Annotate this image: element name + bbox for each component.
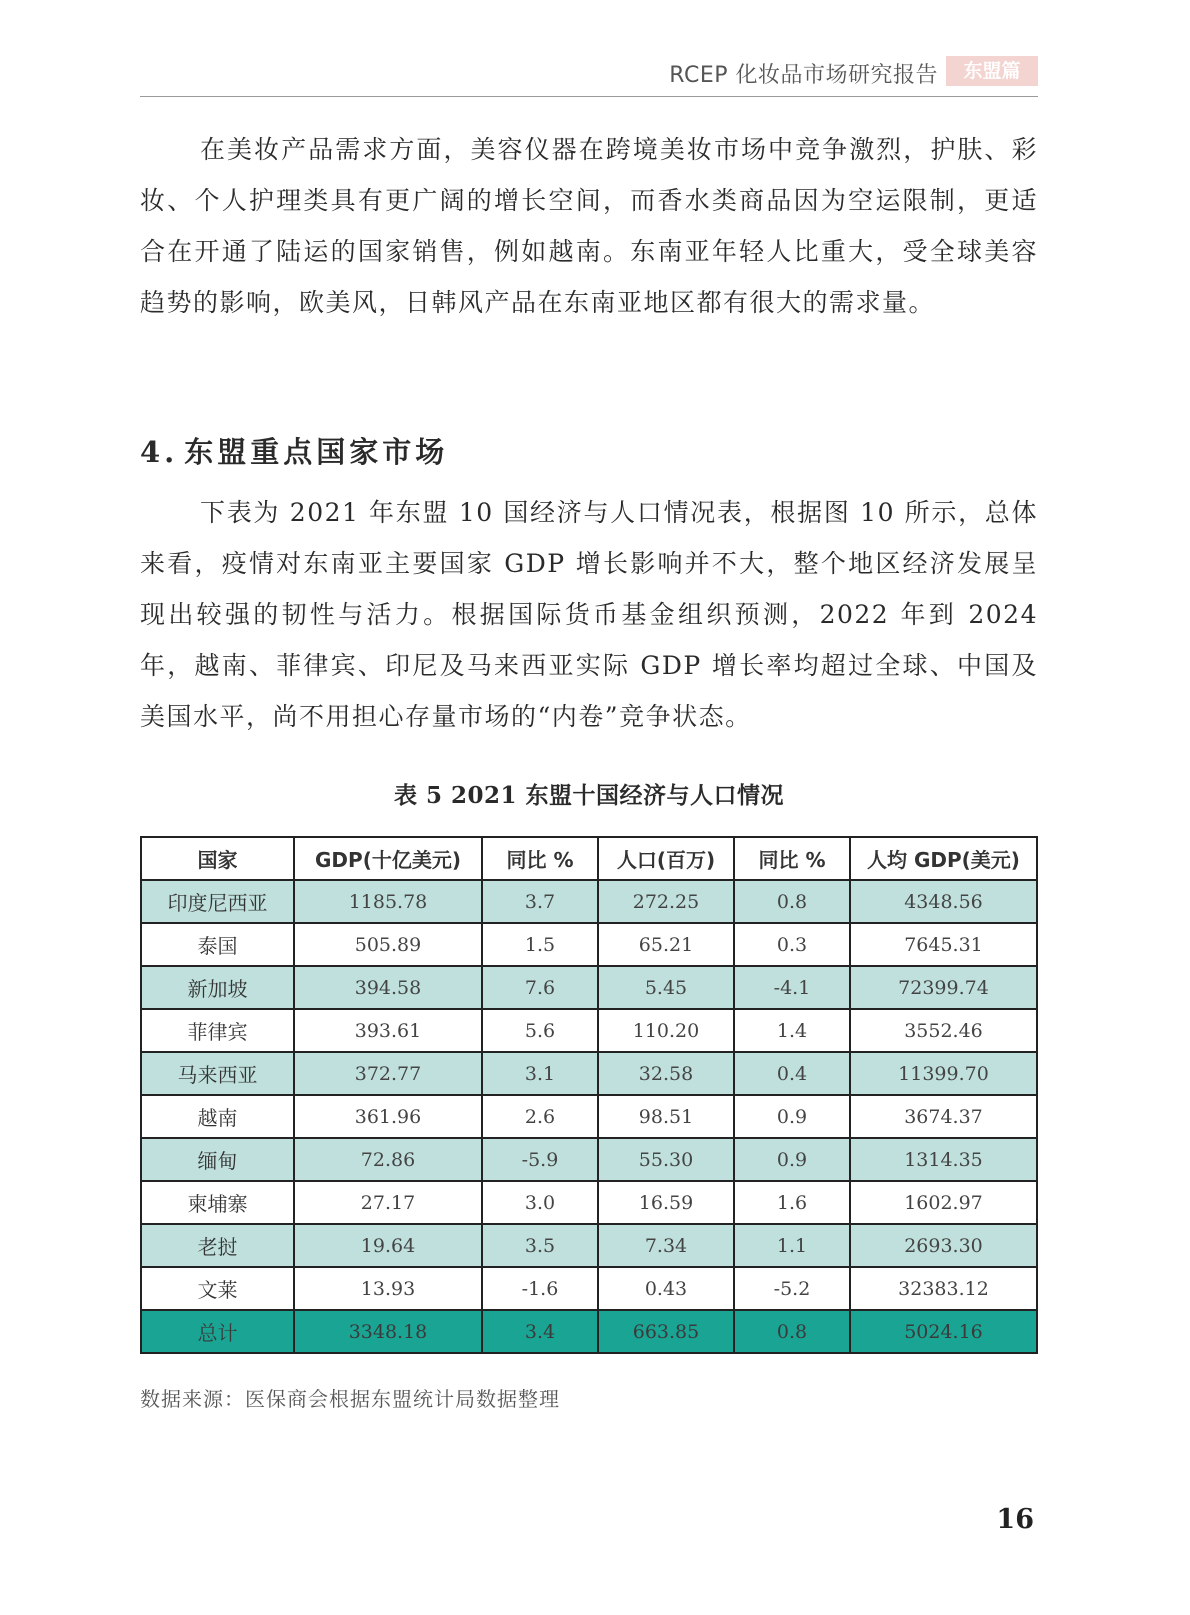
gdp-cell: 505.89 (294, 923, 482, 966)
gdp-cell: 1185.78 (294, 880, 482, 923)
population-yoy-cell: 0.9 (734, 1095, 850, 1138)
total-gdp-yoy-cell: 3.4 (482, 1310, 598, 1353)
population-yoy-cell: 1.1 (734, 1224, 850, 1267)
table-row (141, 1181, 1037, 1224)
gdp-per-capita-cell: 11399.70 (850, 1052, 1037, 1095)
population-yoy-cell: 0.9 (734, 1138, 850, 1181)
country-cell: 菲律宾 (141, 1009, 294, 1052)
population-yoy-cell: 0.8 (734, 880, 850, 923)
table-row (141, 1138, 1037, 1181)
population-cell: 65.21 (598, 923, 734, 966)
total-population-yoy-cell: 0.8 (734, 1310, 850, 1353)
table-row (141, 923, 1037, 966)
header-gdp-per-capita: 人均 GDP(美元) (850, 837, 1037, 880)
country-cell: 柬埔寨 (141, 1181, 294, 1224)
table-caption: 表 5 2021 东盟十国经济与人口情况 (393, 782, 785, 809)
population-cell: 16.59 (598, 1181, 734, 1224)
gdp-yoy-cell: 7.6 (482, 966, 598, 1009)
gdp-cell: 72.86 (294, 1138, 482, 1181)
gdp-yoy-cell: 3.0 (482, 1181, 598, 1224)
gdp-cell: 27.17 (294, 1181, 482, 1224)
asean-economy-table (140, 836, 1038, 1354)
gdp-per-capita-cell: 3674.37 (850, 1095, 1037, 1138)
country-cell: 文莱 (141, 1267, 294, 1310)
table-row (141, 966, 1037, 1009)
country-cell: 泰国 (141, 923, 294, 966)
table-header-row (141, 837, 1037, 880)
country-cell: 越南 (141, 1095, 294, 1138)
population-cell: 272.25 (598, 880, 734, 923)
section-title: 东盟重点国家市场 (184, 435, 449, 469)
header-country: 国家 (141, 837, 294, 880)
total-gdp-cell: 3348.18 (294, 1310, 482, 1353)
population-yoy-cell: 0.3 (734, 923, 850, 966)
population-cell: 0.43 (598, 1267, 734, 1310)
data-source-note: 数据来源：医保商会根据东盟统计局数据整理 (140, 1387, 560, 1411)
gdp-cell: 361.96 (294, 1095, 482, 1138)
country-cell: 缅甸 (141, 1138, 294, 1181)
gdp-per-capita-cell: 7645.31 (850, 923, 1037, 966)
population-cell: 7.34 (598, 1224, 734, 1267)
gdp-yoy-cell: 2.6 (482, 1095, 598, 1138)
report-title: RCEP 化妆品市场研究报告 (669, 63, 938, 88)
total-population-cell: 663.85 (598, 1310, 734, 1353)
header-population: 人口(百万) (598, 837, 734, 880)
gdp-cell: 393.61 (294, 1009, 482, 1052)
table-row (141, 1267, 1037, 1310)
population-cell: 5.45 (598, 966, 734, 1009)
country-cell: 印度尼西亚 (141, 880, 294, 923)
table-row (141, 1224, 1037, 1267)
gdp-yoy-cell: 5.6 (482, 1009, 598, 1052)
gdp-cell: 19.64 (294, 1224, 482, 1267)
page-header (140, 52, 1038, 97)
table-row (141, 1009, 1037, 1052)
population-yoy-cell: -4.1 (734, 966, 850, 1009)
population-yoy-cell: 1.6 (734, 1181, 850, 1224)
population-yoy-cell: 1.4 (734, 1009, 850, 1052)
gdp-yoy-cell: 1.5 (482, 923, 598, 966)
population-cell: 32.58 (598, 1052, 734, 1095)
gdp-yoy-cell: 3.7 (482, 880, 598, 923)
country-cell: 新加坡 (141, 966, 294, 1009)
gdp-cell: 394.58 (294, 966, 482, 1009)
population-yoy-cell: -5.2 (734, 1267, 850, 1310)
population-cell: 110.20 (598, 1009, 734, 1052)
population-cell: 98.51 (598, 1095, 734, 1138)
body-paragraph-1: 在美妆产品需求方面，美容仪器在跨境美妆市场中竞争激烈，护肤、彩妆、个人护理类具有更广阔的增长空间，而香水类商品因为空运限制，更适合在开通了陆运的国家销售，例如越南。东南亚年轻人比重大，受全球美容趋势的影响，欧美风，日韩风产品在东南亚地区都有很大的需求量。 (140, 135, 1038, 317)
page-number: 16 (996, 1504, 1034, 1535)
population-cell: 55.30 (598, 1138, 734, 1181)
gdp-cell: 372.77 (294, 1052, 482, 1095)
gdp-per-capita-cell: 32383.12 (850, 1267, 1037, 1310)
gdp-yoy-cell: -1.6 (482, 1267, 598, 1310)
gdp-per-capita-cell: 4348.56 (850, 880, 1037, 923)
gdp-per-capita-cell: 3552.46 (850, 1009, 1037, 1052)
gdp-cell: 13.93 (294, 1267, 482, 1310)
total-gdp-per-capita-cell: 5024.16 (850, 1310, 1037, 1353)
total-label-cell: 总计 (141, 1310, 294, 1353)
gdp-yoy-cell: 3.1 (482, 1052, 598, 1095)
gdp-per-capita-cell: 1314.35 (850, 1138, 1037, 1181)
section-number: 4. (140, 435, 179, 469)
gdp-yoy-cell: 3.5 (482, 1224, 598, 1267)
section-heading (140, 430, 448, 471)
header-gdp-yoy: 同比 % (482, 837, 598, 880)
gdp-yoy-cell: -5.9 (482, 1138, 598, 1181)
population-yoy-cell: 0.4 (734, 1052, 850, 1095)
gdp-per-capita-cell: 1602.97 (850, 1181, 1037, 1224)
header-population-yoy: 同比 % (734, 837, 850, 880)
gdp-per-capita-cell: 2693.30 (850, 1224, 1037, 1267)
gdp-per-capita-cell: 72399.74 (850, 966, 1037, 1009)
table-row (141, 1052, 1037, 1095)
chapter-tag: 东盟篇 (946, 56, 1038, 86)
table-row (141, 880, 1037, 923)
country-cell: 马来西亚 (141, 1052, 294, 1095)
table-total-row (141, 1310, 1037, 1353)
country-cell: 老挝 (141, 1224, 294, 1267)
table-row (141, 1095, 1037, 1138)
body-paragraph-2: 下表为 2021 年东盟 10 国经济与人口情况表，根据图 10 所示，总体来看，疫情对东南亚主要国家 GDP 增长影响并不大，整个地区经济发展呈现出较强的韧性与活力。根据国际货币基金组织预测，2022 年到 2024 年，越南、菲律宾、印尼及马来西亚实际 GDP 增长率均超过全球、中国及美国水平，尚不用担心存量市场的“内卷”竞争状态。 (140, 498, 1038, 731)
header-gdp: GDP(十亿美元) (294, 837, 482, 880)
